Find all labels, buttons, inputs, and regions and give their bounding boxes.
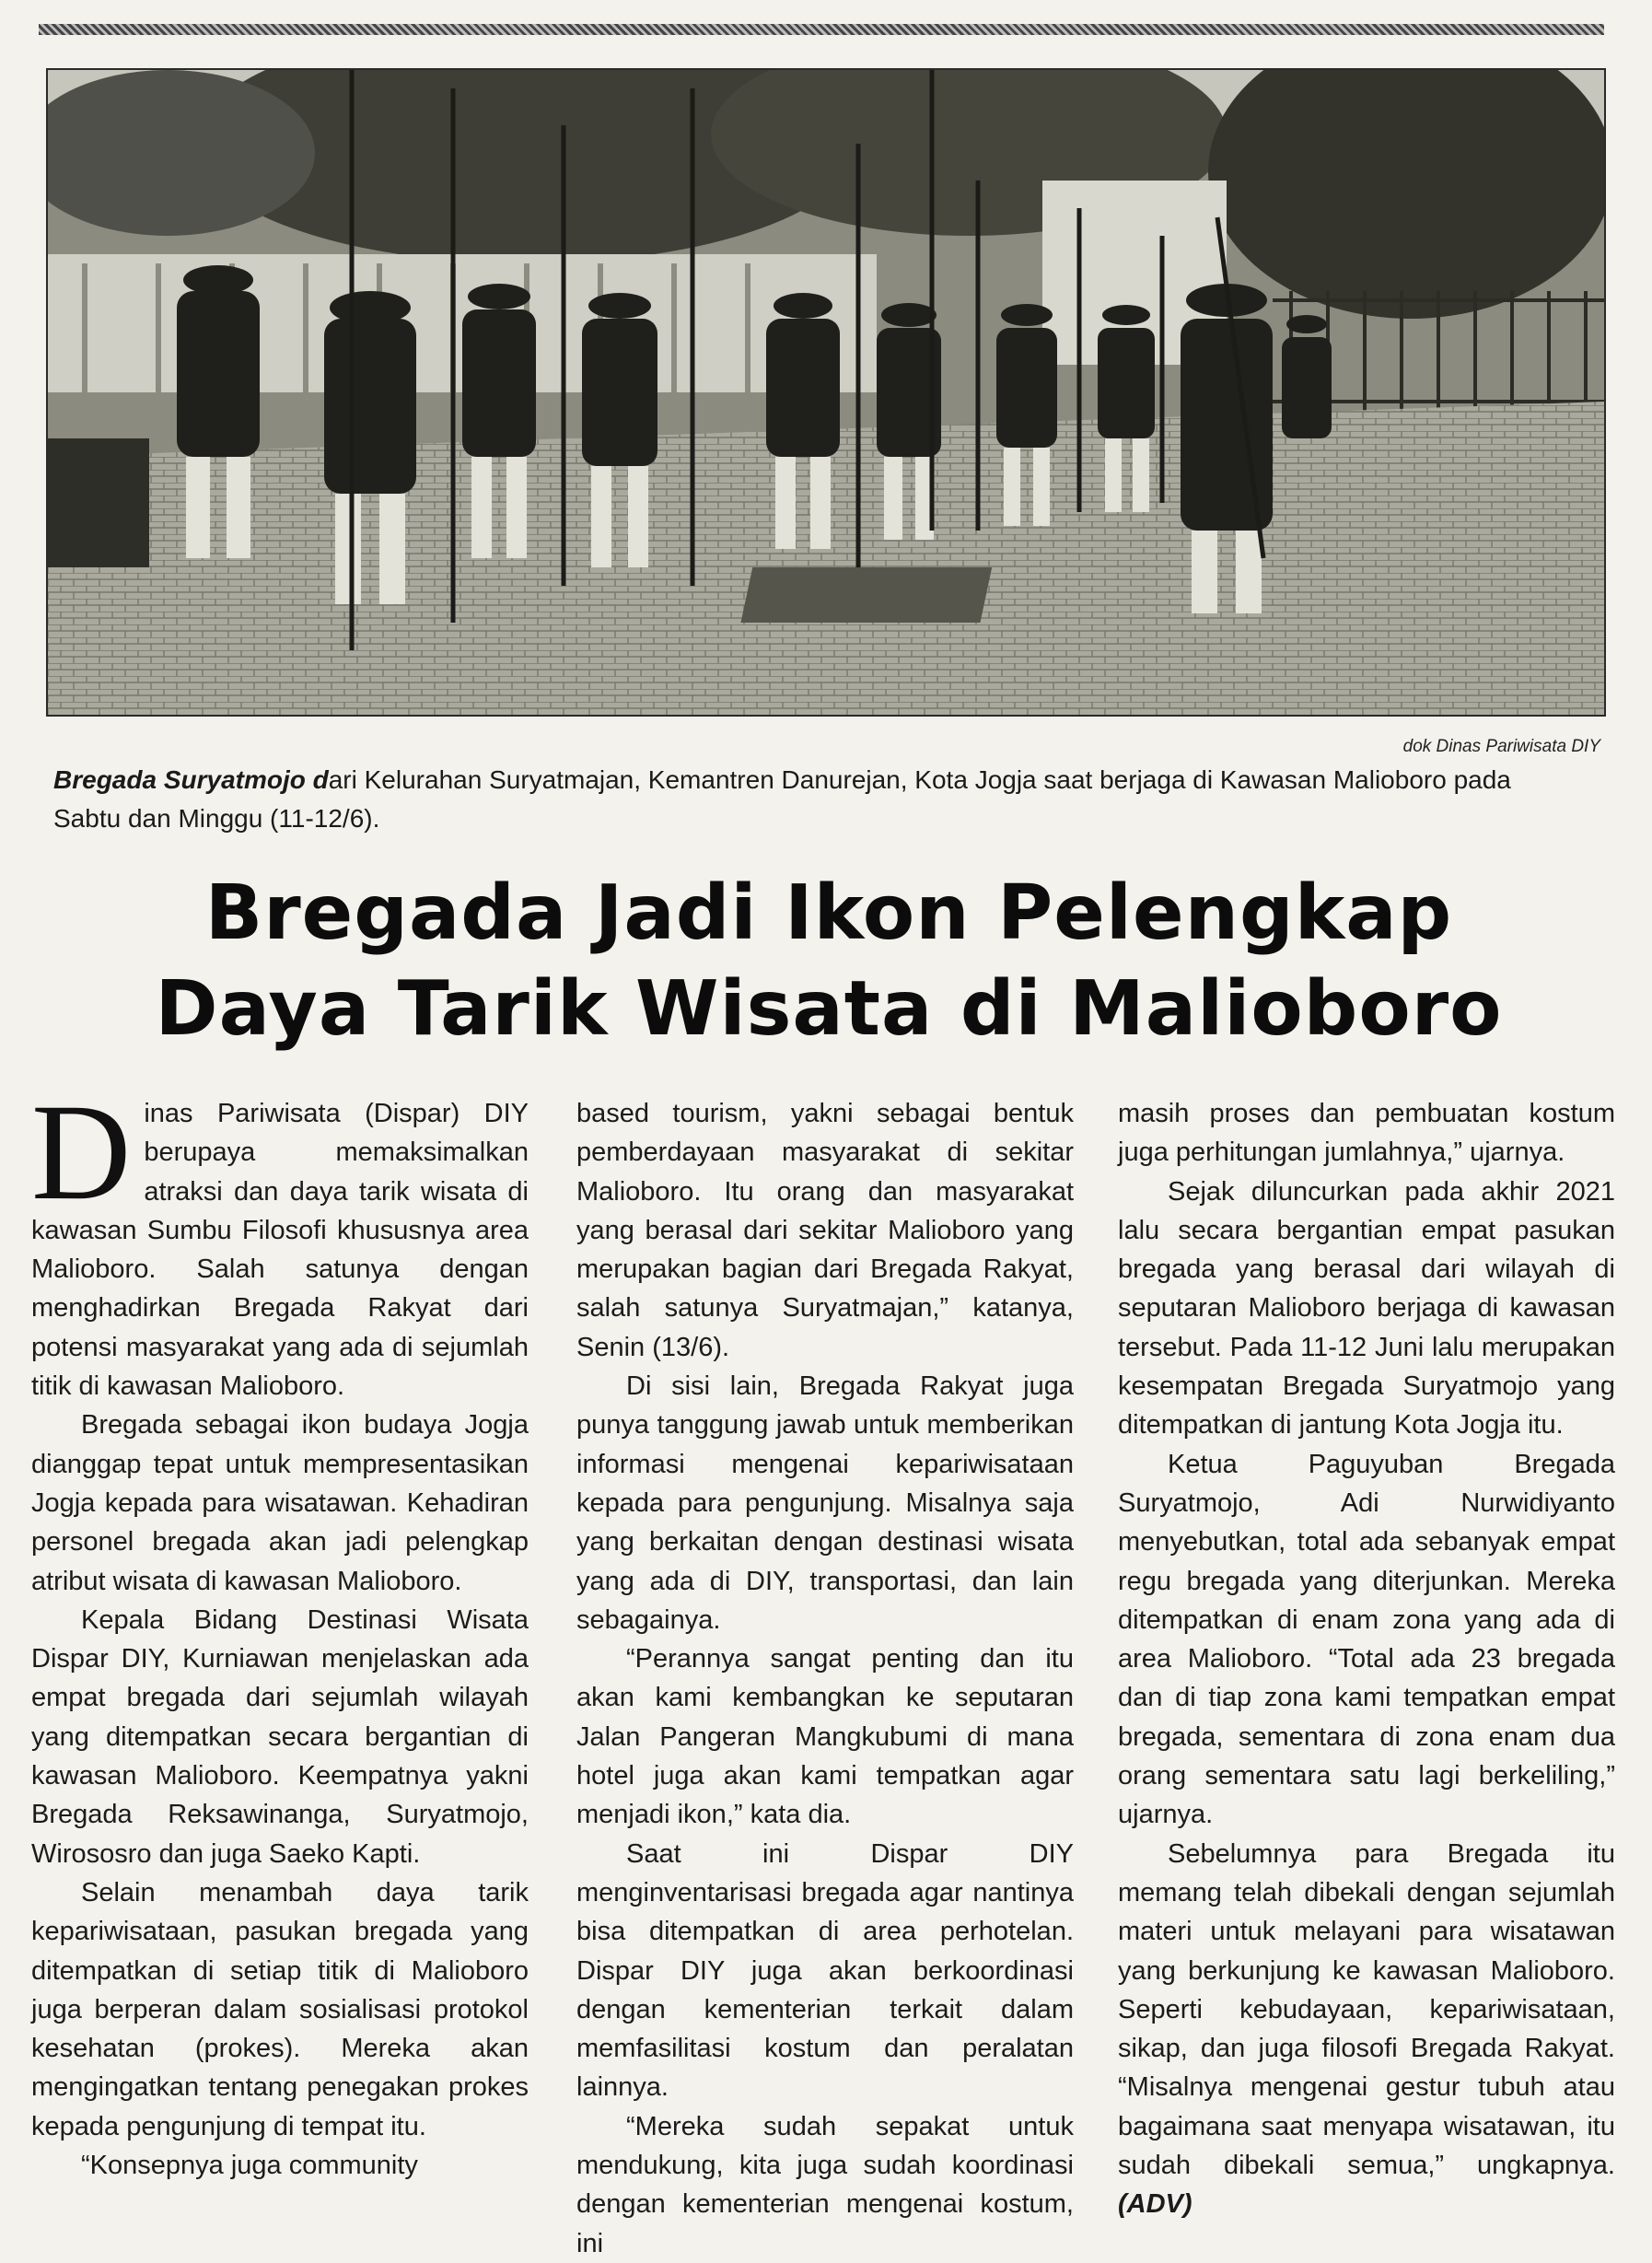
article-headline [64, 866, 1593, 1057]
paragraph: masih proses dan pembuatan kostum juga perhitungan jumlahnya,” ujarnya. [1118, 1099, 1615, 1168]
article-column-2 [576, 1094, 1074, 2263]
top-rule [39, 24, 1604, 35]
news-photo [46, 68, 1606, 717]
caption-lead: Bregada Suryatmojo d [53, 765, 329, 794]
paragraph: based tourism, yakni sebagai bentuk pemberdayaan masyarakat di sekitar Malioboro. Itu orang dan masyarakat yang berasal dari sekitar Malioboro yang merupakan bagian dari Bregada Rakyat, salah satunya Suryatmajan,” katanya, Senin (13/6). [576, 1099, 1074, 1362]
paragraph: Bregada sebagai ikon budaya Jogja dianggap tepat untuk mempresentasikan Jogja kepada para wisatawan. Kehadiran personel bregada akan jadi pelengkap atribut wisata di kawasan Malioboro. [31, 1410, 529, 1596]
caption-text: ari Kelurahan Suryatmajan, Kemantren Danurejan, Kota Jogja saat berjaga di Kawasan Malioboro pada Sabtu dan Minggu (11-12/6). [53, 765, 1511, 833]
photo-credit: dok Dinas Pariwisata DIY [1402, 737, 1600, 756]
headline-line-1: Bregada Jadi Ikon Pelengkap [204, 869, 1453, 957]
paragraph: Saat ini Dispar DIY menginventarisasi bregada agar nantinya bisa ditempatkan di area perhotelan. Dispar DIY juga akan berkoordinasi dengan kementerian terkait dalam memfasilitasi kostum dan peralatan lainnya. [576, 1838, 1074, 2103]
paragraph: Sebelumnya para Bregada itu memang telah dibekali dengan sejumlah materi untuk melayani para wisatawan yang berkunjung ke kawasan Malioboro. Seperti kebudayaan, kepariwisataan, sikap, dan juga filosofi Bregada Rakyat. “Misalnya mengenai gestur tubuh atau bagaimana saat menyapa wisatawan, itu sudah dibekali semua,” ungkapnya. (ADV) [1118, 1838, 1615, 2220]
paragraph: Sejak diluncurkan pada akhir 2021 lalu secara bergantian empat pasukan bregada yang berasal dari wilayah di seputaran Malioboro berjaga di kawasan tersebut. Pada 11-12 Juni lalu merupakan kesempatan Bregada Suryatmojo yang ditempatkan di jantung Kota Jogja itu. [1118, 1176, 1615, 1441]
drop-cap: D [31, 1076, 132, 1229]
paragraph: Selain menambah daya tarik kepariwisataan, pasukan bregada yang ditempatkan di setiap titik di Malioboro juga berperan dalam sosialisasi protokol kesehatan (prokes). Mereka akan mengingatkan tentang penegakan prokes kepada pengunjung di tempat itu. [31, 1877, 529, 2141]
paragraph: “Mereka sudah sepakat untuk mendukung, kita juga sudah koordinasi dengan kementerian mengenai kostum, ini [576, 2111, 1074, 2258]
headline-line-2: Daya Tarik Wisata di Malioboro [155, 965, 1503, 1053]
signoff: (ADV) [1118, 2189, 1192, 2220]
paragraph: Dinas Pariwisata (Dispar) DIY berupaya memaksimalkan atraksi dan daya tarik wisata di kawasan Sumbu Filosofi khususnya area Malioboro. Salah satunya dengan menghadirkan Bregada Rakyat dari potensi masyarakat yang ada di sejumlah titik di kawasan Malioboro. [31, 1076, 529, 1402]
paragraph: Kepala Bidang Destinasi Wisata Dispar DIY, Kurniawan menjelaskan ada empat bregada dari sejumlah wilayah yang ditempatkan secara bergantian di kawasan Malioboro. Keempatnya yakni Bregada Reksawinanga, Suryatmojo, Wirososro dan juga Saeko Kapti. [31, 1604, 529, 1869]
photo-caption [53, 761, 1564, 838]
paragraph: Ketua Paguyuban Bregada Suryatmojo, Adi Nurwidiyanto menyebutkan, total ada sebanyak empat regu bregada yang diterjunkan. Mereka ditempatkan di enam zona yang ada di area Malioboro. “Total ada 23 bregada dan di tiap zona kami tempatkan empat bregada, sementara di zona enam dua orang sementara satu lagi berkeliling,” ujarnya. [1118, 1449, 1615, 1830]
article-column-3 [1118, 1094, 1615, 2224]
article-column-1 [31, 1076, 529, 2185]
paragraph: “Perannya sangat penting dan itu akan kami kembangkan ke seputaran Jalan Pangeran Mangkubumi di mana hotel juga akan kami tempatkan agar menjadi ikon,” kata dia. [576, 1644, 1074, 1830]
paragraph: Di sisi lain, Bregada Rakyat juga punya tanggung jawab untuk memberikan informasi mengenai kepariwisataan kepada para pengunjung. Misalnya saja yang berkaitan dengan destinasi wisata yang ada di DIY, transportasi, dan lain sebagainya. [576, 1371, 1074, 1635]
paragraph: “Konsepnya juga community [81, 2151, 418, 2181]
guards-photo-illustration [48, 70, 1604, 715]
